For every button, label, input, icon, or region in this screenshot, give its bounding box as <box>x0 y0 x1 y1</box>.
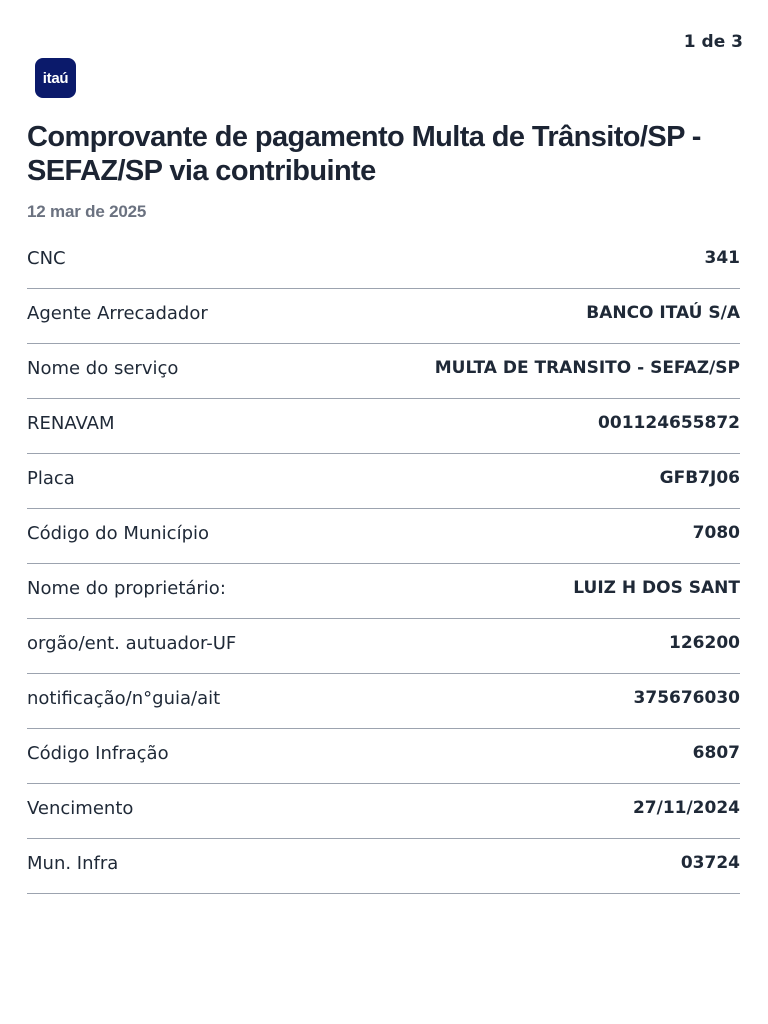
detail-row-nome-do-servico <box>27 344 740 399</box>
detail-row-nome-do-proprietario <box>27 564 740 619</box>
detail-value: 341 <box>704 248 740 268</box>
detail-label: Mun. Infra <box>27 853 119 874</box>
detail-row-vencimento <box>27 784 740 839</box>
detail-value: LUIZ H DOS SANT <box>573 578 740 598</box>
detail-label: Agente Arrecadador <box>27 303 208 324</box>
detail-label: Placa <box>27 468 75 489</box>
detail-value: 7080 <box>692 523 740 543</box>
detail-value: GFB7J06 <box>659 468 740 488</box>
detail-label: orgão/ent. autuador-UF <box>27 633 237 654</box>
detail-row-orgao-autuador <box>27 619 740 674</box>
detail-label: RENAVAM <box>27 413 115 434</box>
itau-logo: itaú <box>35 58 76 98</box>
detail-label: Vencimento <box>27 798 134 819</box>
detail-label: Código do Município <box>27 523 210 544</box>
detail-label: CNC <box>27 248 66 269</box>
detail-label: notificação/n°guia/ait <box>27 688 221 709</box>
detail-value: BANCO ITAÚ S/A <box>586 303 740 323</box>
detail-value: MULTA DE TRANSITO - SEFAZ/SP <box>434 358 740 378</box>
detail-row-mun-infra <box>27 839 740 894</box>
detail-row-agente-arrecadador <box>27 289 740 344</box>
detail-row-renavam <box>27 399 740 454</box>
payment-date: 12 mar de 2025 <box>27 202 147 221</box>
detail-value: 001124655872 <box>598 413 740 433</box>
receipt-details <box>27 234 740 894</box>
detail-value: 27/11/2024 <box>632 798 740 818</box>
detail-value: 6807 <box>692 743 740 763</box>
detail-row-cnc <box>27 234 740 289</box>
detail-label: Nome do serviço <box>27 358 179 379</box>
detail-label: Nome do proprietário: <box>27 578 226 599</box>
detail-row-codigo-do-municipio <box>27 509 740 564</box>
detail-value: 03724 <box>680 853 740 873</box>
page-title: Comprovante de pagamento Multa de Trânsito/SP - SEFAZ/SP via contribuinte <box>27 121 701 187</box>
detail-value: 126200 <box>669 633 740 653</box>
detail-row-notificacao <box>27 674 740 729</box>
detail-row-codigo-infracao <box>27 729 740 784</box>
detail-value: 375676030 <box>633 688 740 708</box>
page-counter: 1 de 3 <box>683 32 743 52</box>
detail-row-placa <box>27 454 740 509</box>
detail-label: Código Infração <box>27 743 169 764</box>
